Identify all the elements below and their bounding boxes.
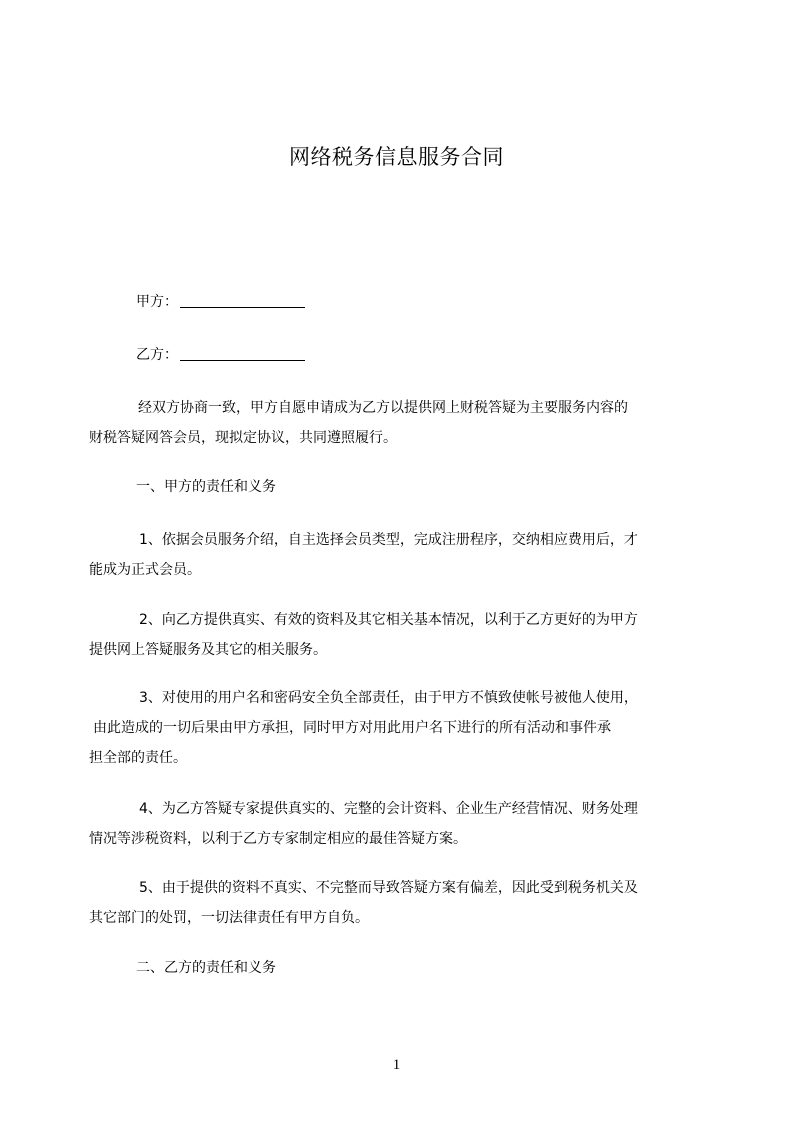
party-b-blank	[180, 346, 305, 361]
clause-3	[89, 683, 709, 773]
clause-line: 5、由于提供的资料不真实、不完整而导致答疑方案有偏差，因此受到税务机关及	[139, 880, 638, 896]
party-a-label: 甲方：	[136, 294, 178, 310]
clause-line: 其它部门的处罚，一切法律责任有甲方自负。	[89, 910, 369, 926]
clause-line: 4、为乙方答疑专家提供真实的、完整的会计资料、企业生产经营情况、财务处理	[139, 801, 638, 817]
intro-paragraph	[89, 393, 709, 453]
clause-2	[89, 605, 709, 665]
clause-1	[89, 525, 709, 585]
clause-line: 提供网上答疑服务及其它的相关服务。	[89, 642, 327, 658]
intro-line: 经双方协商一致，甲方自愿申请成为乙方以提供网上财税答疑为主要服务内容的	[138, 400, 628, 416]
document-title: 网络税务信息服务合同	[289, 145, 504, 169]
clause-line: 2、向乙方提供真实、有效的资料及其它相关基本情况，以利于乙方更好的为甲方	[139, 612, 638, 628]
party-a-line	[136, 291, 305, 312]
page-number: 1	[392, 1057, 401, 1073]
clause-line: 由此造成的一切后果由甲方承担，同时甲方对用此用户名下进行的所有活动和事件承	[93, 720, 611, 736]
clause-line: 担全部的责任。	[89, 750, 187, 766]
party-b-label: 乙方：	[136, 347, 178, 363]
section-heading-party-b: 二、乙方的责任和义务	[136, 960, 276, 976]
clause-line: 1、依据会员服务介绍，自主选择会员类型，完成注册程序，交纳相应费用后，才	[139, 532, 638, 548]
clause-4	[89, 794, 709, 854]
party-a-blank	[180, 293, 305, 308]
clause-line: 情况等涉税资料，以利于乙方专家制定相应的最佳答疑方案。	[89, 831, 467, 847]
clause-line: 3、对使用的用户名和密码安全负全部责任，由于甲方不慎致使帐号被他人使用，	[139, 690, 638, 706]
intro-line: 财税答疑网答会员，现拟定协议，共同遵照履行。	[89, 430, 397, 446]
section-heading-party-a: 一、甲方的责任和义务	[136, 479, 276, 495]
clause-5	[89, 873, 709, 933]
party-b-line	[136, 344, 305, 365]
clause-line: 能成为正式会员。	[89, 562, 201, 578]
